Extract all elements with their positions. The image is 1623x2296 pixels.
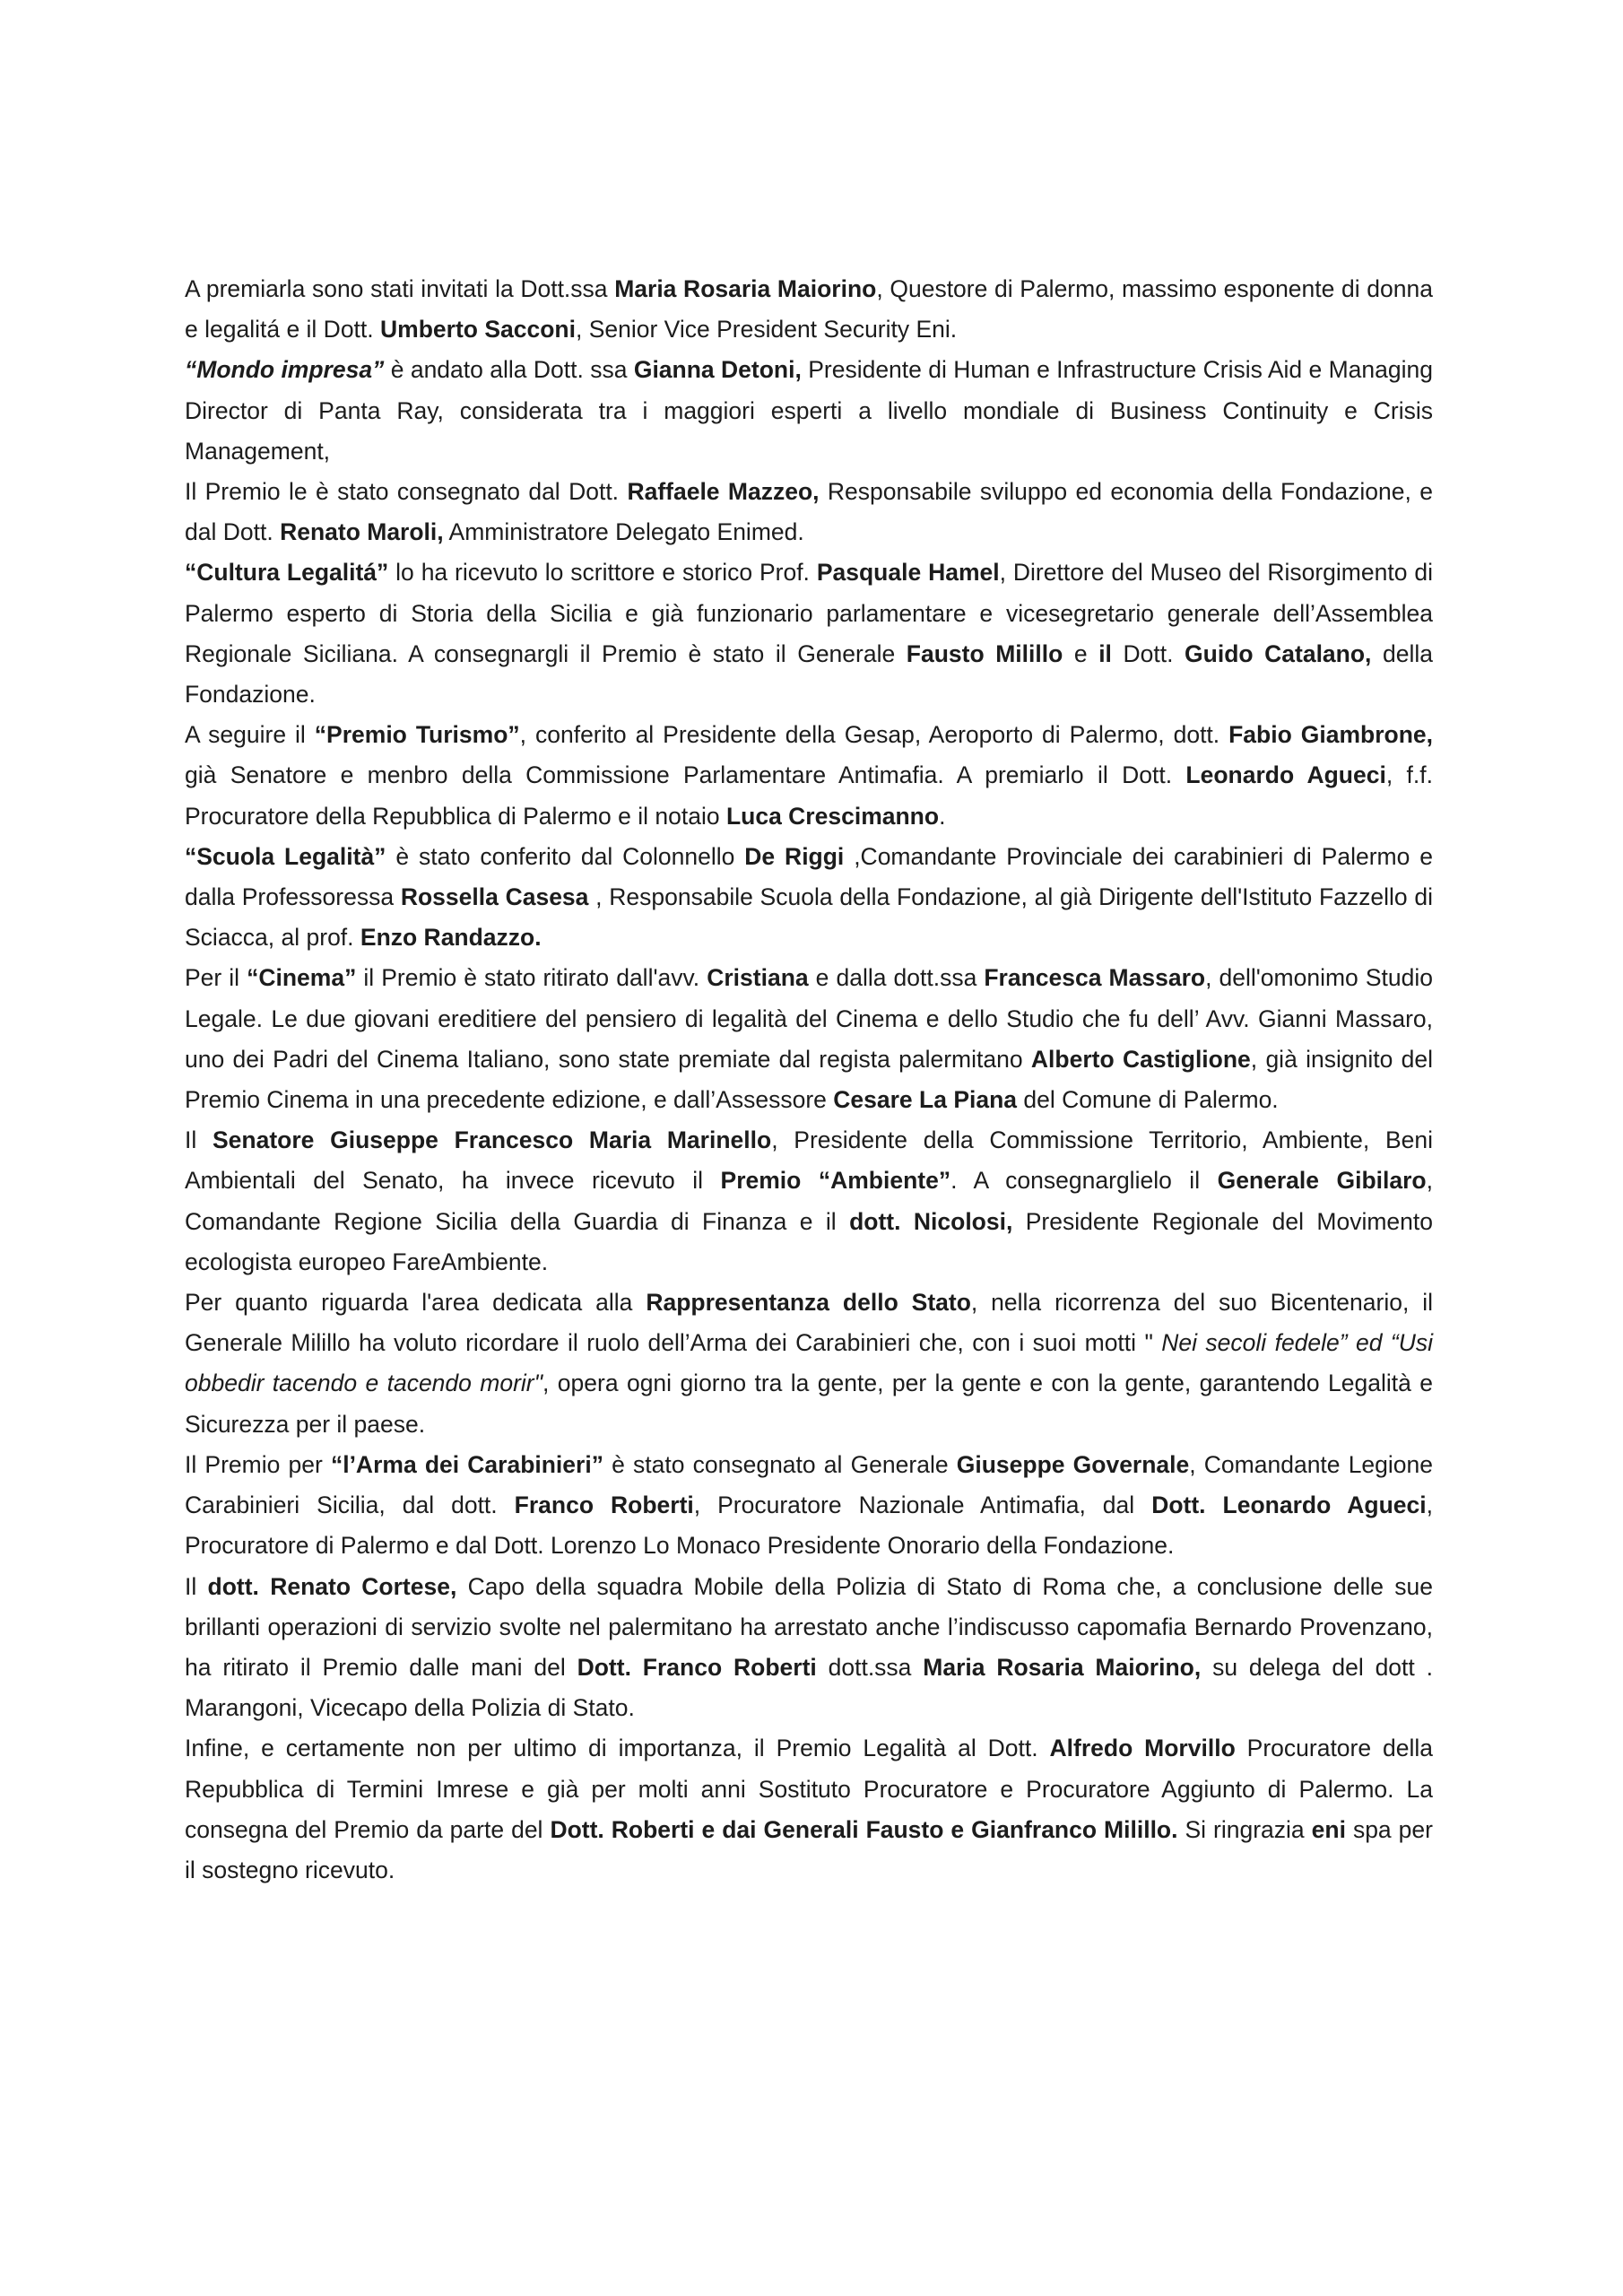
text-run: lo ha ricevuto lo scrittore e storico Prof. [388,559,817,587]
paragraph [185,837,1433,959]
paragraph [185,1567,1433,1729]
text-run: , Comandante Regione Sicilia della Guardia di Finanza e il [185,1167,1433,1235]
text-run: Infine, e certamente non per ultimo di importanza, il Premio Legalità al Dott. [185,1735,1050,1762]
bold-text-run: Fabio Giambrone, [1228,721,1433,749]
bold-text-run: Maria Rosaria Maiorino, [923,1653,1202,1681]
text-run: Dott. [1111,639,1185,667]
text-run: Per il [185,964,247,992]
italic-text-run: Nei secoli fedele” ed “Usi obbedir tacendo e tacendo morir" [185,1329,1433,1397]
text-run: Il [185,1126,213,1154]
text-run: , Responsabile Scuola della Fondazione, al già Dirigente dell'Istituto Fazzello di Sciacca, al prof. [185,883,1434,952]
text-run: , Procuratore Nazionale Antimafia, dal [693,1492,1152,1519]
text-run: , conferito al Presidente della Gesap, Aeroporto di Palermo, dott. [519,721,1229,749]
text-run: , nella ricorrenza del suo Bicentenario, il Generale Milillo ha voluto ricordare il ruolo dell’Arma dei Carabinieri che, con i suoi motti " [185,1289,1434,1357]
bold-text-run: Giuseppe Governale [956,1450,1190,1478]
bold-text-run: “Scuola Legalità” [185,842,386,870]
bold-text-run: Pasquale Hamel [816,559,1000,587]
text-run: è stato conferito dal Colonnello [386,842,745,870]
text-run: Procuratore della Repubblica di Termini Imrese e già per molti anni Sostituto Procuratore e Procuratore Aggiunto di Palermo. La consegna del Premio da parte del [185,1735,1433,1843]
text-run: Il Premio le è stato consegnato dal Dott. [185,478,628,506]
text-run: , f.f. Procuratore della Repubblica di Palermo e il notaio [185,761,1433,830]
bold-text-run: Rappresentanza dello Stato [646,1289,971,1317]
bold-text-run: “Cultura Legalitá” [185,559,389,587]
text-run: . A consegnarglielo il [950,1167,1218,1195]
bold-text-run: Guido Catalano, [1185,639,1372,667]
text-run: , dell'omonimo Studio Legale. Le due giovani ereditiere del pensiero di legalità del Cinema e dello Studio che fu dell’ Avv. Gianni Massaro, uno dei Padri del Cinema Italiano, sono state premiate dal regista palermitano [185,964,1433,1073]
bold-text-run: Senatore Giuseppe Francesco Maria Marinello [212,1126,772,1154]
paragraph [185,715,1433,837]
bold-text-run: Luca Crescimanno [725,802,940,830]
paragraph [185,1283,1433,1445]
text-run: Il Premio per [185,1450,331,1478]
bold-text-run: Raffaele Mazzeo, [627,478,820,506]
text-run: e [1063,639,1099,667]
text-run: , opera ogni giorno tra la gente, per la gente e con la gente, garantendo Legalità e Sicurezza per il paese. [185,1370,1433,1438]
paragraph [185,958,1433,1120]
paragraph [185,350,1433,472]
paragraph [185,1120,1433,1283]
bold-text-run: Alberto Castiglione [1030,1045,1251,1073]
text-run: Il [185,1572,208,1600]
text-run: Si ringrazia [1177,1815,1312,1843]
text-run: Amministratore Delegato Enimed. [443,518,804,546]
bold-text-run: Dott. Roberti e dai Generali Fausto e Gianfranco Milillo. [550,1815,1178,1843]
paragraph [185,552,1433,715]
text-run: Capo della squadra Mobile della Polizia di Stato di Roma che, a conclusione delle sue brillanti operazioni di servizio svolte nel palermitano ha arrestato anche l’indiscusso capomafia Bernardo Provenzano, ha ritirato il Premio dalle mani del [185,1572,1433,1681]
text-run: , Questore di Palermo, massimo esponente di donna e legalitá e il Dott. [185,275,1433,344]
text-run: spa per il sostegno ricevuto. [185,1815,1433,1883]
text-run: ,Comandante Provinciale dei carabinieri di Palermo e dalla Professoressa [185,842,1433,911]
bold-text-run: Rossella Casesa [400,883,589,911]
text-run: Presidente di Human e Infrastructure Crisis Aid e Managing Director di Panta Ray, considerata tra i maggiori esperti a livello mondiale di Business Continuity e Crisis Management, [185,356,1433,465]
paragraph [185,1728,1433,1891]
bold-text-run: De Riggi [744,842,845,870]
text-run: A premiarla sono stati invitati la Dott.ssa [185,275,615,302]
text-run: , già insignito del Premio Cinema in una precedente edizione, e dall’Assessore [185,1045,1433,1114]
text-run: Presidente Regionale del Movimento ecologista europeo FareAmbiente. [185,1207,1433,1275]
bold-text-run: Francesca Massaro [984,964,1206,992]
text-run: della Fondazione. [185,639,1433,709]
bold-text-run: Maria Rosaria Maiorino [614,275,877,302]
bold-text-run: Dott. Franco Roberti [577,1653,817,1681]
text-run: , Procuratore di Palermo e dal Dott. Lorenzo Lo Monaco Presidente Onorario della Fondazione. [185,1492,1433,1560]
bold-text-run: Generale Gibilaro [1217,1167,1427,1195]
bold-text-run: Cristiana [707,964,809,992]
text-run: già Senatore e menbro della Commissione Parlamentare Antimafia. A premiarlo il Dott. [185,761,1186,789]
text-run: “Mondo impresa” [185,356,385,384]
bold-text-run: Alfredo Morvillo [1049,1735,1236,1762]
bold-text-run: Dott. Leonardo Agueci [1151,1492,1427,1519]
bold-text-run: “Cinema” [247,964,357,992]
text-run: A seguire il [185,721,315,749]
bold-text-run: dott. Nicolosi, [849,1207,1013,1235]
text-run: , Comandante Legione Carabinieri Sicilia, dal dott. [185,1450,1434,1519]
text-run: dott.ssa [816,1653,924,1681]
text-run: su delega del dott . Marangoni, Vicecapo della Polizia di Stato. [185,1653,1433,1722]
document-body [185,269,1433,1891]
paragraph [185,269,1433,350]
text-run: è andato alla Dott. ssa [384,356,634,384]
bold-text-run: eni [1311,1815,1346,1843]
text-run: è stato consegnato al Generale [603,1450,957,1478]
bold-text-run: dott. Renato Cortese, [207,1572,457,1600]
bold-text-run: “Premio Turismo” [314,721,520,749]
bold-text-run: il [1098,639,1112,667]
bold-text-run: Franco Roberti [514,1492,694,1519]
text-run: . [939,802,946,830]
text-run: , Presidente della Commissione Territorio, Ambiente, Beni Ambientali del Senato, ha invece ricevuto il [185,1126,1433,1195]
bold-text-run: Gianna Detoni, [633,356,802,384]
bold-text-run: Cesare La Piana [833,1086,1018,1114]
text-run: il Premio è stato ritirato dall'avv. [356,964,707,992]
bold-text-run: “l’Arma dei Carabinieri” [330,1450,603,1478]
text-run: e dalla dott.ssa [808,964,985,992]
bold-text-run: Renato Maroli, [280,518,444,546]
bold-text-run [185,356,384,383]
document-page [185,269,1433,1891]
text-run: , Direttore del Museo del Risorgimento di Palermo esperto di Storia della Sicilia e già funzionario parlamentare e vicesegretario generale dell’Assemblea Regionale Siciliana. A consegnargli il Premio è stato il Generale [185,559,1433,667]
paragraph [185,1445,1433,1567]
paragraph [185,472,1433,552]
text-run: Per quanto riguarda l'area dedicata alla [185,1289,647,1317]
bold-text-run: Enzo Randazzo. [360,924,542,952]
bold-text-run: Leonardo Agueci [1185,761,1386,789]
text-run: , Senior Vice President Security Eni. [575,316,958,344]
text-run: del Comune di Palermo. [1017,1086,1279,1114]
text-run: Responsabile sviluppo ed economia della Fondazione, e dal Dott. [185,478,1433,546]
bold-text-run: Premio “Ambiente” [720,1167,951,1195]
bold-text-run: Fausto Milillo [906,639,1063,667]
bold-text-run: Umberto Sacconi [380,316,576,344]
